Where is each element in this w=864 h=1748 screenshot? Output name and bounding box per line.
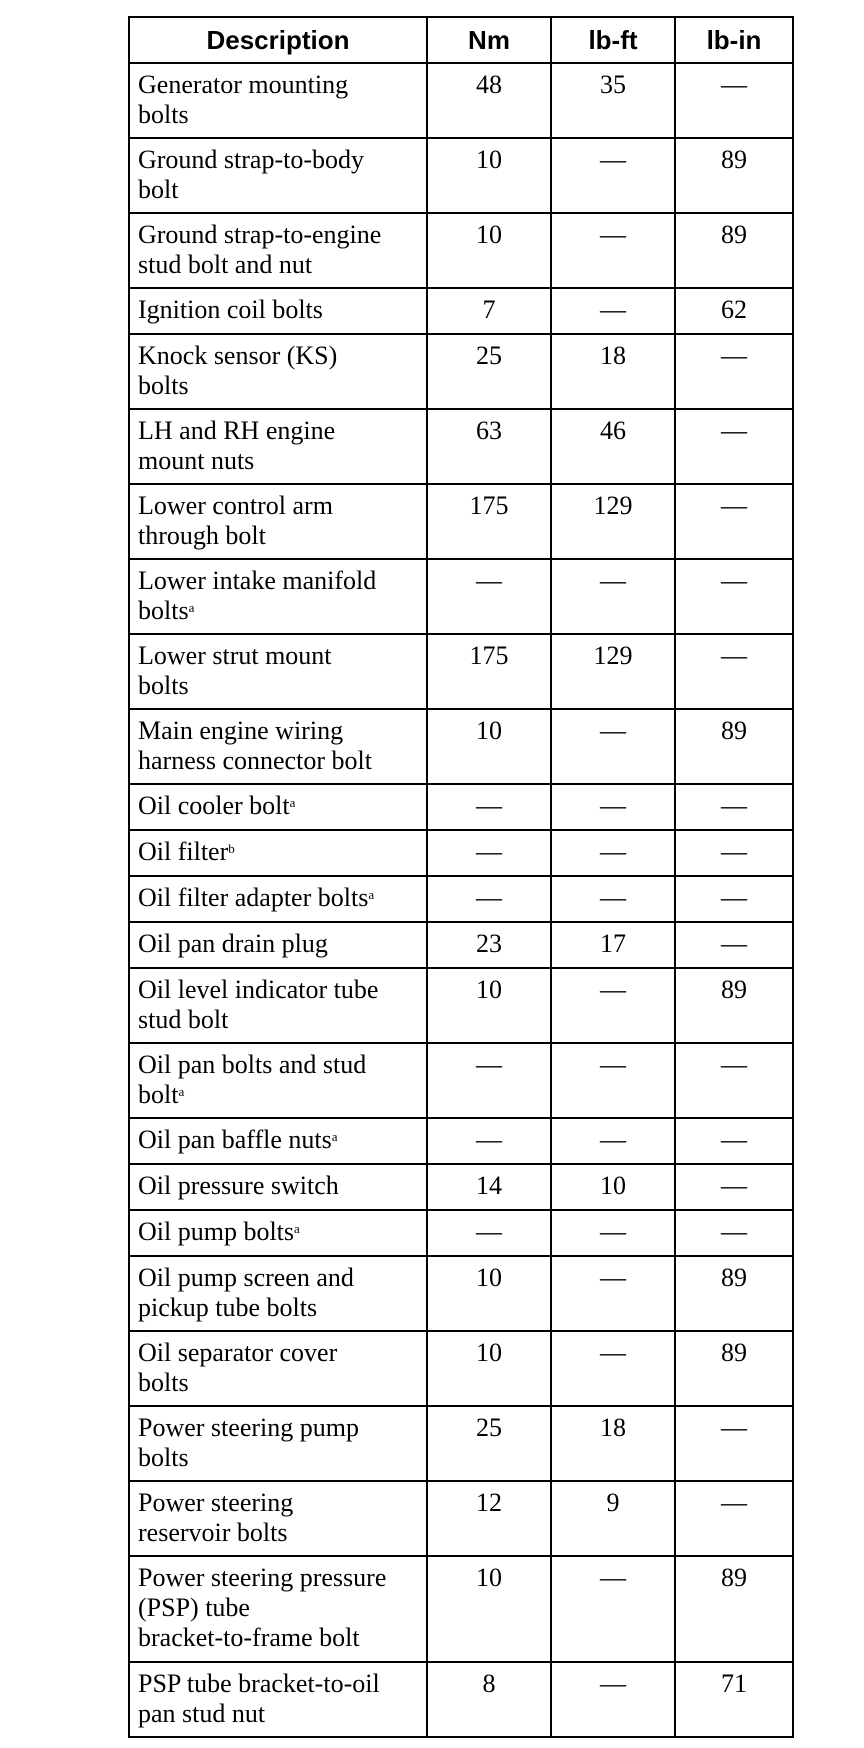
lb-in-cell: 89 [675, 1256, 793, 1331]
description-line: bolts [138, 371, 189, 400]
description-cell [129, 634, 427, 709]
lb-ft-cell: — [551, 1556, 675, 1662]
description-line: Ground strap-to-engine [138, 220, 382, 249]
description-cell [129, 559, 427, 634]
description-line: stud bolt [138, 1005, 229, 1034]
nm-cell: 25 [427, 334, 551, 409]
lb-in-cell: 89 [675, 138, 793, 213]
lb-in-cell: — [675, 334, 793, 409]
table-row [129, 784, 793, 830]
description-cell [129, 1481, 427, 1556]
nm-cell: — [427, 784, 551, 830]
description-cell [129, 1043, 427, 1118]
description-line: bolts [138, 596, 189, 625]
description-line: Oil level indicator tube [138, 975, 379, 1004]
table-row [129, 922, 793, 968]
description-cell [129, 1406, 427, 1481]
lb-ft-cell: — [551, 876, 675, 922]
lb-in-cell: — [675, 63, 793, 138]
footnote-marker: b [228, 841, 235, 856]
lb-ft-cell: 17 [551, 922, 675, 968]
description-cell [129, 922, 427, 968]
table-row [129, 484, 793, 559]
footnote-marker: a [331, 1129, 338, 1144]
table-row [129, 1556, 793, 1662]
description-line: Oil pan baffle nuts [138, 1125, 332, 1154]
description-cell [129, 1331, 427, 1406]
lb-ft-cell: 35 [551, 63, 675, 138]
table-body [129, 63, 793, 1737]
lb-ft-cell: — [551, 1256, 675, 1331]
description-line: pan stud nut [138, 1699, 266, 1728]
description-cell [129, 968, 427, 1043]
lb-in-cell: — [675, 1481, 793, 1556]
description-cell [129, 709, 427, 784]
description-cell [129, 1118, 427, 1164]
table-row [129, 288, 793, 334]
description-line: Oil pump screen and [138, 1263, 354, 1292]
table-header [129, 17, 793, 63]
nm-cell: — [427, 1210, 551, 1256]
table-row [129, 1406, 793, 1481]
lb-in-cell: — [675, 784, 793, 830]
header-lb-in: lb-in [675, 17, 793, 63]
lb-ft-cell: — [551, 1662, 675, 1737]
lb-in-cell: 89 [675, 1331, 793, 1406]
description-line: Oil pan bolts and stud [138, 1050, 367, 1079]
nm-cell: — [427, 1043, 551, 1118]
table-row [129, 559, 793, 634]
lb-in-cell: — [675, 876, 793, 922]
lb-ft-cell: — [551, 1118, 675, 1164]
lb-ft-cell: — [551, 968, 675, 1043]
description-line: harness connector bolt [138, 746, 372, 775]
nm-cell: 14 [427, 1164, 551, 1210]
description-line: Oil filter adapter bolts [138, 883, 369, 912]
footnote-marker: a [178, 1084, 185, 1099]
torque-specifications-table [128, 16, 794, 1738]
description-line: bolts [138, 1368, 189, 1397]
description-line: Oil separator cover [138, 1338, 338, 1367]
lb-ft-cell: — [551, 213, 675, 288]
table-row [129, 213, 793, 288]
lb-in-cell: — [675, 409, 793, 484]
description-cell [129, 1662, 427, 1737]
lb-ft-cell: 18 [551, 334, 675, 409]
description-line: bolt [138, 1080, 179, 1109]
table-row [129, 830, 793, 876]
lb-ft-cell: — [551, 1043, 675, 1118]
description-line: Power steering pressure [138, 1563, 387, 1592]
lb-in-cell: — [675, 922, 793, 968]
description-line: through bolt [138, 521, 266, 550]
nm-cell: 10 [427, 709, 551, 784]
header-lb-ft: lb-ft [551, 17, 675, 63]
lb-in-cell: 89 [675, 968, 793, 1043]
description-line: bolts [138, 1443, 189, 1472]
table-row [129, 634, 793, 709]
footnote-marker: a [188, 600, 195, 615]
description-line: PSP tube bracket-to-oil [138, 1669, 380, 1698]
table-row [129, 1043, 793, 1118]
lb-ft-cell: 9 [551, 1481, 675, 1556]
description-line: LH and RH engine [138, 416, 336, 445]
description-line: stud bolt and nut [138, 250, 313, 279]
description-cell [129, 288, 427, 334]
description-line: Power steering [138, 1488, 294, 1517]
lb-ft-cell: — [551, 559, 675, 634]
nm-cell: 7 [427, 288, 551, 334]
description-line: bracket-to-frame bolt [138, 1623, 360, 1652]
description-cell [129, 784, 427, 830]
description-cell [129, 1556, 427, 1662]
description-line: bolts [138, 100, 189, 129]
lb-in-cell: 71 [675, 1662, 793, 1737]
table-row [129, 1210, 793, 1256]
lb-in-cell: 62 [675, 288, 793, 334]
description-line: Knock sensor (KS) [138, 341, 338, 370]
table-row [129, 409, 793, 484]
lb-in-cell: 89 [675, 213, 793, 288]
lb-ft-cell: — [551, 288, 675, 334]
lb-in-cell: — [675, 634, 793, 709]
lb-ft-cell: — [551, 1210, 675, 1256]
lb-ft-cell: 129 [551, 634, 675, 709]
lb-in-cell: — [675, 1406, 793, 1481]
lb-in-cell: — [675, 559, 793, 634]
nm-cell: — [427, 876, 551, 922]
description-line: reservoir bolts [138, 1518, 288, 1547]
nm-cell: 10 [427, 1256, 551, 1331]
lb-ft-cell: — [551, 709, 675, 784]
lb-ft-cell: — [551, 1331, 675, 1406]
nm-cell: 23 [427, 922, 551, 968]
nm-cell: 10 [427, 213, 551, 288]
description-cell [129, 138, 427, 213]
table-row [129, 968, 793, 1043]
header-nm: Nm [427, 17, 551, 63]
description-line: Oil cooler bolt [138, 791, 290, 820]
description-line: Generator mounting [138, 70, 349, 99]
lb-in-cell: — [675, 1118, 793, 1164]
lb-in-cell: — [675, 1043, 793, 1118]
nm-cell: 25 [427, 1406, 551, 1481]
nm-cell: 175 [427, 484, 551, 559]
nm-cell: 175 [427, 634, 551, 709]
nm-cell: 10 [427, 1331, 551, 1406]
lb-ft-cell: — [551, 830, 675, 876]
description-cell [129, 1256, 427, 1331]
description-line: bolts [138, 671, 189, 700]
description-cell [129, 484, 427, 559]
lb-in-cell: 89 [675, 709, 793, 784]
description-cell [129, 876, 427, 922]
table-row [129, 63, 793, 138]
lb-in-cell: — [675, 830, 793, 876]
description-line: Oil filter [138, 837, 229, 866]
table-row [129, 1481, 793, 1556]
description-cell [129, 830, 427, 876]
description-line: pickup tube bolts [138, 1293, 318, 1322]
nm-cell: 10 [427, 1556, 551, 1662]
table-row [129, 1256, 793, 1331]
nm-cell: 8 [427, 1662, 551, 1737]
table-row [129, 1164, 793, 1210]
description-line: Oil pressure switch [138, 1171, 339, 1200]
lb-in-cell: — [675, 1210, 793, 1256]
lb-ft-cell: — [551, 784, 675, 830]
description-cell [129, 409, 427, 484]
nm-cell: 10 [427, 968, 551, 1043]
lb-in-cell: — [675, 484, 793, 559]
description-line: Lower strut mount [138, 641, 332, 670]
header-row [129, 17, 793, 63]
description-line: Oil pump bolts [138, 1217, 295, 1246]
description-line: Ignition coil bolts [138, 295, 323, 324]
lb-in-cell: — [675, 1164, 793, 1210]
nm-cell: — [427, 830, 551, 876]
header-description: Description [129, 17, 427, 63]
description-cell [129, 334, 427, 409]
description-line: Lower control arm [138, 491, 333, 520]
description-cell [129, 1164, 427, 1210]
nm-cell: — [427, 559, 551, 634]
table-row [129, 876, 793, 922]
description-cell [129, 63, 427, 138]
table-row [129, 709, 793, 784]
footnote-marker: a [294, 1221, 300, 1236]
description-line: Lower intake manifold [138, 566, 377, 595]
nm-cell: 63 [427, 409, 551, 484]
description-line: mount nuts [138, 446, 255, 475]
table-row [129, 334, 793, 409]
table-row [129, 1662, 793, 1737]
nm-cell: 10 [427, 138, 551, 213]
table-row [129, 138, 793, 213]
nm-cell: — [427, 1118, 551, 1164]
description-line: Ground strap-to-body [138, 145, 365, 174]
lb-in-cell: 89 [675, 1556, 793, 1662]
description-line: (PSP) tube [138, 1593, 250, 1622]
lb-ft-cell: 18 [551, 1406, 675, 1481]
lb-ft-cell: 10 [551, 1164, 675, 1210]
lb-ft-cell: 46 [551, 409, 675, 484]
description-line: bolt [138, 175, 179, 204]
nm-cell: 48 [427, 63, 551, 138]
lb-ft-cell: 129 [551, 484, 675, 559]
footnote-marker: a [368, 887, 375, 902]
footnote-marker: a [289, 795, 296, 810]
description-line: Power steering pump [138, 1413, 359, 1442]
table-row [129, 1331, 793, 1406]
table-row [129, 1118, 793, 1164]
description-cell [129, 1210, 427, 1256]
description-line: Main engine wiring [138, 716, 344, 745]
description-line: Oil pan drain plug [138, 929, 328, 958]
lb-ft-cell: — [551, 138, 675, 213]
description-cell [129, 213, 427, 288]
nm-cell: 12 [427, 1481, 551, 1556]
